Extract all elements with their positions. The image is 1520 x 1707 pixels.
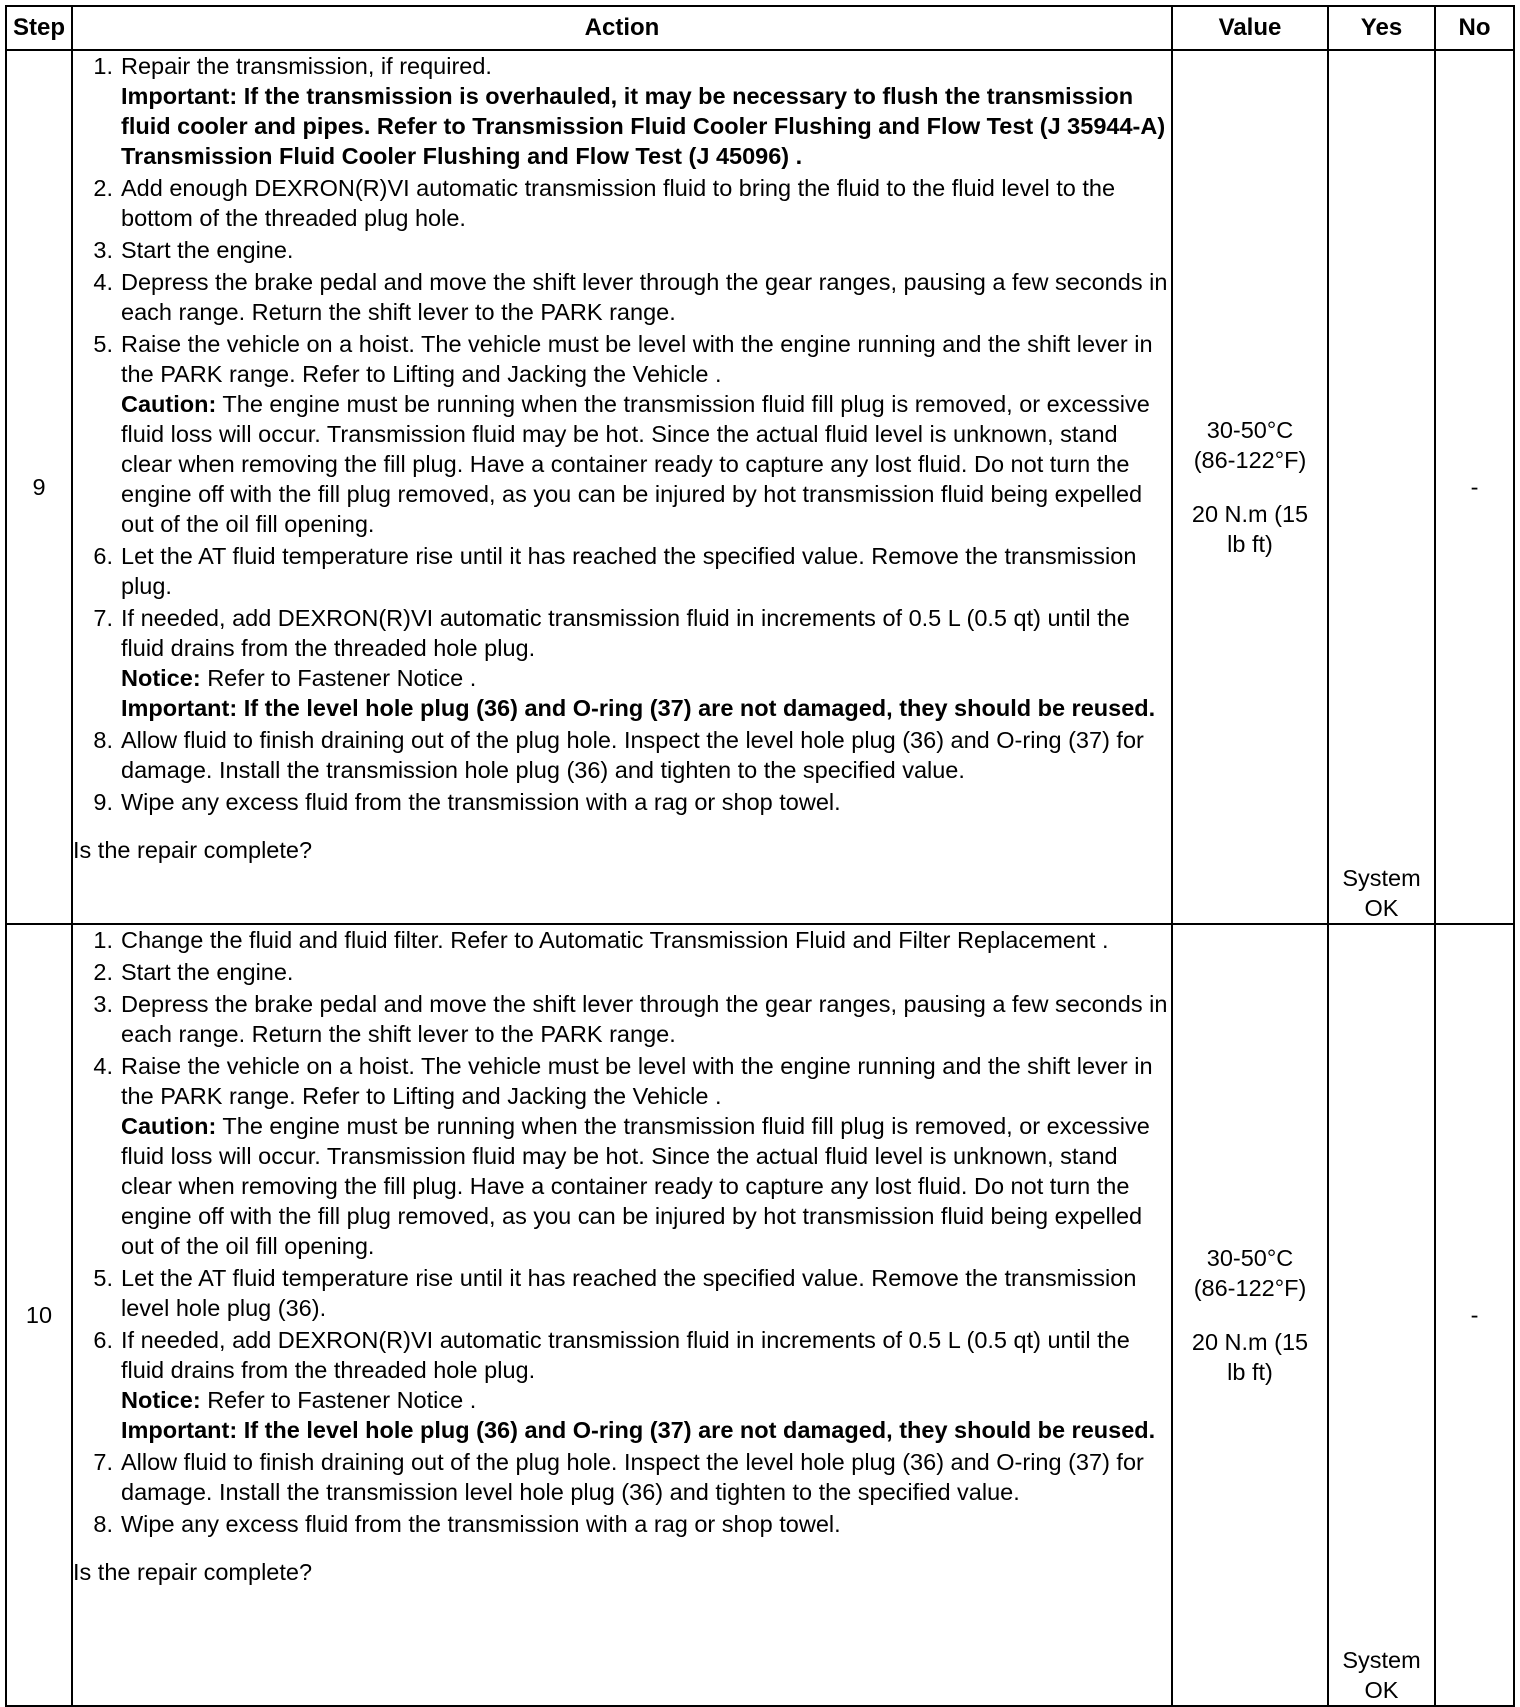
step-item-text: Raise the vehicle on a hoist. The vehicle must be level with the engine running and the shift lever in the PARK range. Refer to Lifting and Jacking the Vehicle .	[121, 1053, 1153, 1109]
yes-line-2: OK	[1364, 1677, 1399, 1703]
note-text: The engine must be running when the transmission fluid fill plug is removed, or excessive fluid loss will occur. Transmission fluid may be hot. Since the actual fluid level is unknown, stand clear when removing the fill plug. Have a container ready to capture any lost fluid. Do not turn the engine off with the fill plug removed, as you can be injured by hot transmission fluid being expelled out of the oil fill opening.	[121, 1113, 1150, 1259]
step-item-number: 7.	[93, 605, 113, 631]
note-label: Caution:	[121, 1113, 217, 1139]
yes-line-1: System	[1342, 865, 1421, 891]
header-action: Action	[72, 6, 1172, 50]
step-item-number: 6.	[93, 543, 113, 569]
yes-cell	[1328, 924, 1435, 1706]
question-text: Is the repair complete?	[73, 837, 313, 863]
step-item-text: Let the AT fluid temperature rise until it has reached the specified value. Remove the transmission plug.	[121, 543, 1137, 599]
no-cell: -	[1435, 50, 1514, 924]
header-row	[6, 6, 1514, 50]
note-text: If the level hole plug (36) and O-ring (37) are not damaged, they should be reused.	[243, 1417, 1156, 1443]
value-torque-line-2: lb ft)	[1227, 1359, 1273, 1385]
value-cell	[1172, 924, 1328, 1706]
step-item-text: Wipe any excess fluid from the transmission with a rag or shop towel.	[121, 789, 841, 815]
step-item-number: 3.	[93, 237, 113, 263]
action-step	[93, 541, 1171, 601]
action-step	[93, 1325, 1171, 1445]
value-temperature-c: 30-50°C	[1206, 1245, 1294, 1271]
action-step	[93, 957, 1171, 987]
question-text: Is the repair complete?	[73, 1559, 313, 1585]
action-list	[73, 51, 1171, 817]
value-temperature-f: (86-122°F)	[1193, 1275, 1307, 1301]
note-label: Important:	[121, 1417, 238, 1443]
note-text: If the transmission is overhauled, it may be necessary to flush the transmission fluid cooler and pipes. Refer to Transmission Fluid Cooler Flushing and Flow Test (J 35944-A) Transmission Fluid Cooler Flushing and Flow Test (J 45096) .	[121, 83, 1166, 169]
note-label: Caution:	[121, 391, 217, 417]
step-item-number: 3.	[93, 991, 113, 1017]
header-value: Value	[1172, 6, 1328, 50]
step-item-text: If needed, add DEXRON(R)VI automatic transmission fluid in increments of 0.5 L (0.5 qt) until the fluid drains from the threaded hole plug.	[121, 1327, 1130, 1383]
step-item-number: 1.	[93, 927, 113, 953]
action-step	[93, 725, 1171, 785]
action-step	[93, 235, 1171, 265]
step-note	[121, 1385, 1171, 1415]
step-item-number: 4.	[93, 269, 113, 295]
step-note	[121, 81, 1171, 171]
action-step	[93, 989, 1171, 1049]
diagnostic-table	[5, 5, 1515, 1707]
action-step	[93, 1051, 1171, 1261]
action-step	[93, 603, 1171, 723]
step-item-number: 2.	[93, 175, 113, 201]
step-note	[121, 1415, 1171, 1445]
action-cell	[72, 50, 1172, 924]
value-torque-line-1: 20 N.m (15	[1191, 1329, 1309, 1355]
step-number: 10	[6, 924, 72, 1706]
step-item-text: If needed, add DEXRON(R)VI automatic transmission fluid in increments of 0.5 L (0.5 qt) until the fluid drains from the threaded hole plug.	[121, 605, 1130, 661]
table-row-step-9	[6, 50, 1514, 924]
note-label: Important:	[121, 83, 238, 109]
step-note	[121, 389, 1171, 539]
action-step	[93, 267, 1171, 327]
step-item-number: 6.	[93, 1327, 113, 1353]
step-item-text: Start the engine.	[121, 959, 294, 985]
action-step	[93, 51, 1171, 171]
step-item-text: Add enough DEXRON(R)VI automatic transmission fluid to bring the fluid to the fluid level to the bottom of the threaded plug hole.	[121, 175, 1116, 231]
note-label: Important:	[121, 695, 238, 721]
note-text: Refer to Fastener Notice .	[207, 665, 477, 691]
step-item-text: Allow fluid to finish draining out of the plug hole. Inspect the level hole plug (36) and O-ring (37) for damage. Install the transmission hole plug (36) and tighten to the specified value.	[121, 727, 1144, 783]
value-cell	[1172, 50, 1328, 924]
step-item-text: Raise the vehicle on a hoist. The vehicle must be level with the engine running and the shift lever in the PARK range. Refer to Lifting and Jacking the Vehicle .	[121, 331, 1153, 387]
yes-line-1: System	[1342, 1647, 1421, 1673]
step-item-number: 5.	[93, 1265, 113, 1291]
step-item-number: 5.	[93, 331, 113, 357]
action-step	[93, 329, 1171, 539]
yes-cell	[1328, 50, 1435, 924]
note-label: Notice:	[121, 1387, 201, 1413]
step-item-text: Wipe any excess fluid from the transmission with a rag or shop towel.	[121, 1511, 841, 1537]
step-item-number: 8.	[93, 1511, 113, 1537]
action-step	[93, 1509, 1171, 1539]
value-torque-line-1: 20 N.m (15	[1191, 501, 1309, 527]
value-temperature-c: 30-50°C	[1206, 417, 1294, 443]
action-step	[93, 925, 1171, 955]
note-text: The engine must be running when the transmission fluid fill plug is removed, or excessive fluid loss will occur. Transmission fluid may be hot. Since the actual fluid level is unknown, stand clear when removing the fill plug. Have a container ready to capture any lost fluid. Do not turn the engine off with the fill plug removed, as you can be injured by hot transmission fluid being expelled out of the oil fill opening.	[121, 391, 1150, 537]
step-item-text: Start the engine.	[121, 237, 294, 263]
action-cell	[72, 924, 1172, 1706]
step-note	[121, 693, 1171, 723]
step-item-text: Let the AT fluid temperature rise until it has reached the specified value. Remove the transmission level hole plug (36).	[121, 1265, 1137, 1321]
step-item-text: Repair the transmission, if required.	[121, 53, 492, 79]
step-item-number: 9.	[93, 789, 113, 815]
table-row-step-10	[6, 924, 1514, 1706]
value-temperature-f: (86-122°F)	[1193, 447, 1307, 473]
action-step	[93, 1263, 1171, 1323]
action-step	[93, 787, 1171, 817]
step-number: 9	[6, 50, 72, 924]
action-step	[93, 1447, 1171, 1507]
yes-line-2: OK	[1364, 895, 1399, 921]
value-torque-line-2: lb ft)	[1227, 531, 1273, 557]
step-note	[121, 663, 1171, 693]
note-label: Notice:	[121, 665, 201, 691]
step-item-text: Change the fluid and fluid filter. Refer to Automatic Transmission Fluid and Filter Replacement .	[121, 927, 1109, 953]
step-item-text: Allow fluid to finish draining out of the plug hole. Inspect the level hole plug (36) and O-ring (37) for damage. Install the transmission level hole plug (36) and tighten to the specified value.	[121, 1449, 1144, 1505]
step-item-number: 1.	[93, 53, 113, 79]
header-no: No	[1435, 6, 1514, 50]
header-step: Step	[6, 6, 72, 50]
no-cell: -	[1435, 924, 1514, 1706]
step-item-number: 7.	[93, 1449, 113, 1475]
step-item-number: 4.	[93, 1053, 113, 1079]
step-item-number: 2.	[93, 959, 113, 985]
action-list	[73, 925, 1171, 1539]
step-item-text: Depress the brake pedal and move the shift lever through the gear ranges, pausing a few seconds in each range. Return the shift lever to the PARK range.	[121, 991, 1168, 1047]
note-text: Refer to Fastener Notice .	[207, 1387, 477, 1413]
action-step	[93, 173, 1171, 233]
step-item-text: Depress the brake pedal and move the shift lever through the gear ranges, pausing a few seconds in each range. Return the shift lever to the PARK range.	[121, 269, 1168, 325]
note-text: If the level hole plug (36) and O-ring (37) are not damaged, they should be reused.	[243, 695, 1156, 721]
header-yes: Yes	[1328, 6, 1435, 50]
step-item-number: 8.	[93, 727, 113, 753]
step-note	[121, 1111, 1171, 1261]
